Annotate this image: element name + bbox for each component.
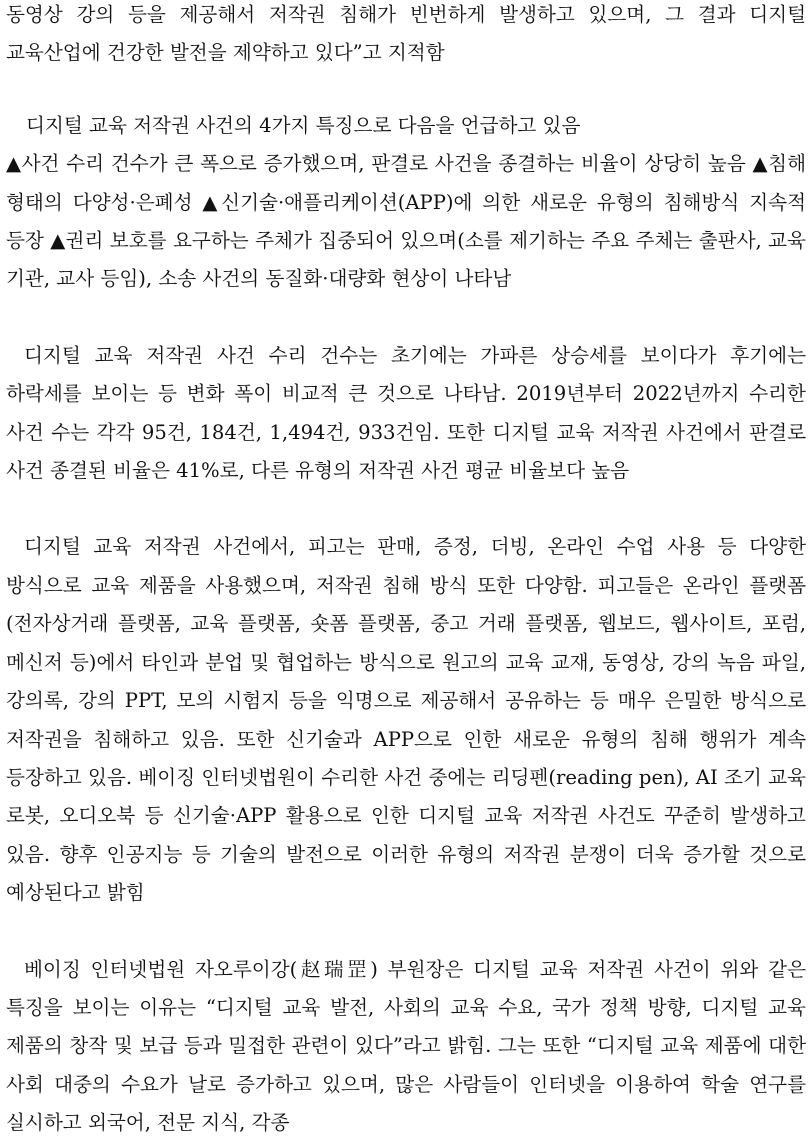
paragraph-spacer — [6, 73, 806, 107]
paragraph-intro-continuation: 동영상 강의 등을 제공해서 저작권 침해가 빈번하게 발생하고 있으며, 그 결과 디지털 교육산업에 건강한 발전을 제약하고 있다”고 지적함 — [6, 3, 806, 65]
paragraph-spacer — [6, 490, 806, 528]
paragraph-case-statistics: 디지털 교육 저작권 사건 수리 건수는 초기에는 가파른 상승세를 보이다가 후기에는 하락세를 보이는 등 변화 폭이 비교적 큰 것으로 나타남. 2019년부터 2022년까지 수리한 사건 수는 각각 95건, 184건, 1,494건, 933건임. 또한 디지털 교육 저작권 사건에서 판결로 사건 종결된 비율은 41%로, 다른 유형의 저작권 사건 평균 비율보다 높음 — [6, 343, 806, 483]
paragraph-spacer — [6, 299, 806, 337]
paragraph-vice-president-quote: 베이징 인터넷법원 자오루이강(赵瑞罡) 부원장은 디지털 교육 저작권 사건이 위와 같은 특징을 보이는 이유는 “디지털 교육 발전, 사회의 교육 수요, 국가 정책 방향, 디지털 교육 제품의 창작 및 보급 등과 밀접한 관련이 있다”라고 밝힘. 그는 또한 “디지털 교육 제품에 대한 사회 대중의 수요가 날로 증가하고 있으며, 많은 사람들이 인터넷을 이용하여 학술 연구를 실시하고 외국어, 전문 지식, 각종 — [6, 957, 806, 1135]
paragraph-spacer — [6, 913, 806, 951]
paragraph-features-list: ▲사건 수리 건수가 큰 폭으로 증가했으며, 판결로 사건을 종결하는 비율이 상당히 높음 ▲침해 형태의 다양성·은폐성 ▲신기술·애플리케이션(APP)에 의한 새로운 유형의 침해방식 지속적 등장 ▲권리 보호를 요구하는 주체가 집중되어 있으며(소를 제기하는 주요 주체는 출판사, 교육 기관, 교사 등임), 소송 사건의 동질화·대량화 현상이 나타남 — [6, 152, 806, 291]
paragraph-infringement-methods: 디지털 교육 저작권 사건에서, 피고는 판매, 증정, 더빙, 온라인 수업 사용 등 다양한 방식으로 교육 제품을 사용했으며, 저작권 침해 방식 또한 다양함. 피고들은 온라인 플랫폼(전자상거래 플랫폼, 교육 플랫폼, 숏폼 플랫폼, 중고 거래 플랫폼, 웹보드, 웹사이트, 포럼, 메신저 등)에서 타인과 분업 및 협업하는 방식으로 원고의 교육 교재, 동영상, 강의 녹음 파일, 강의록, 강의 PPT, 모의 시험지 등을 익명으로 제공해서 공유하는 등 매우 은밀한 방식으로 저작권을 침해하고 있음. 또한 신기술과 APP으로 인한 새로운 유형의 침해 행위가 계속 등장하고 있음. 베이징 인터넷법원이 수리한 사건 중에는 리딩펜(reading pen), AI 조기 교육 로봇, 오디오북 등 신기술·APP 활용으로 인한 디지털 교육 저작권 사건도 꾸준히 발생하고 있음. 향후 인공지능 등 기술의 발전으로 이러한 유형의 저작권 분쟁이 더욱 증가할 것으로 예상된다고 밝힘 — [6, 535, 806, 905]
paragraph-features-heading: 디지털 교육 저작권 사건의 4가지 특징으로 다음을 언급하고 있음 — [26, 113, 581, 137]
